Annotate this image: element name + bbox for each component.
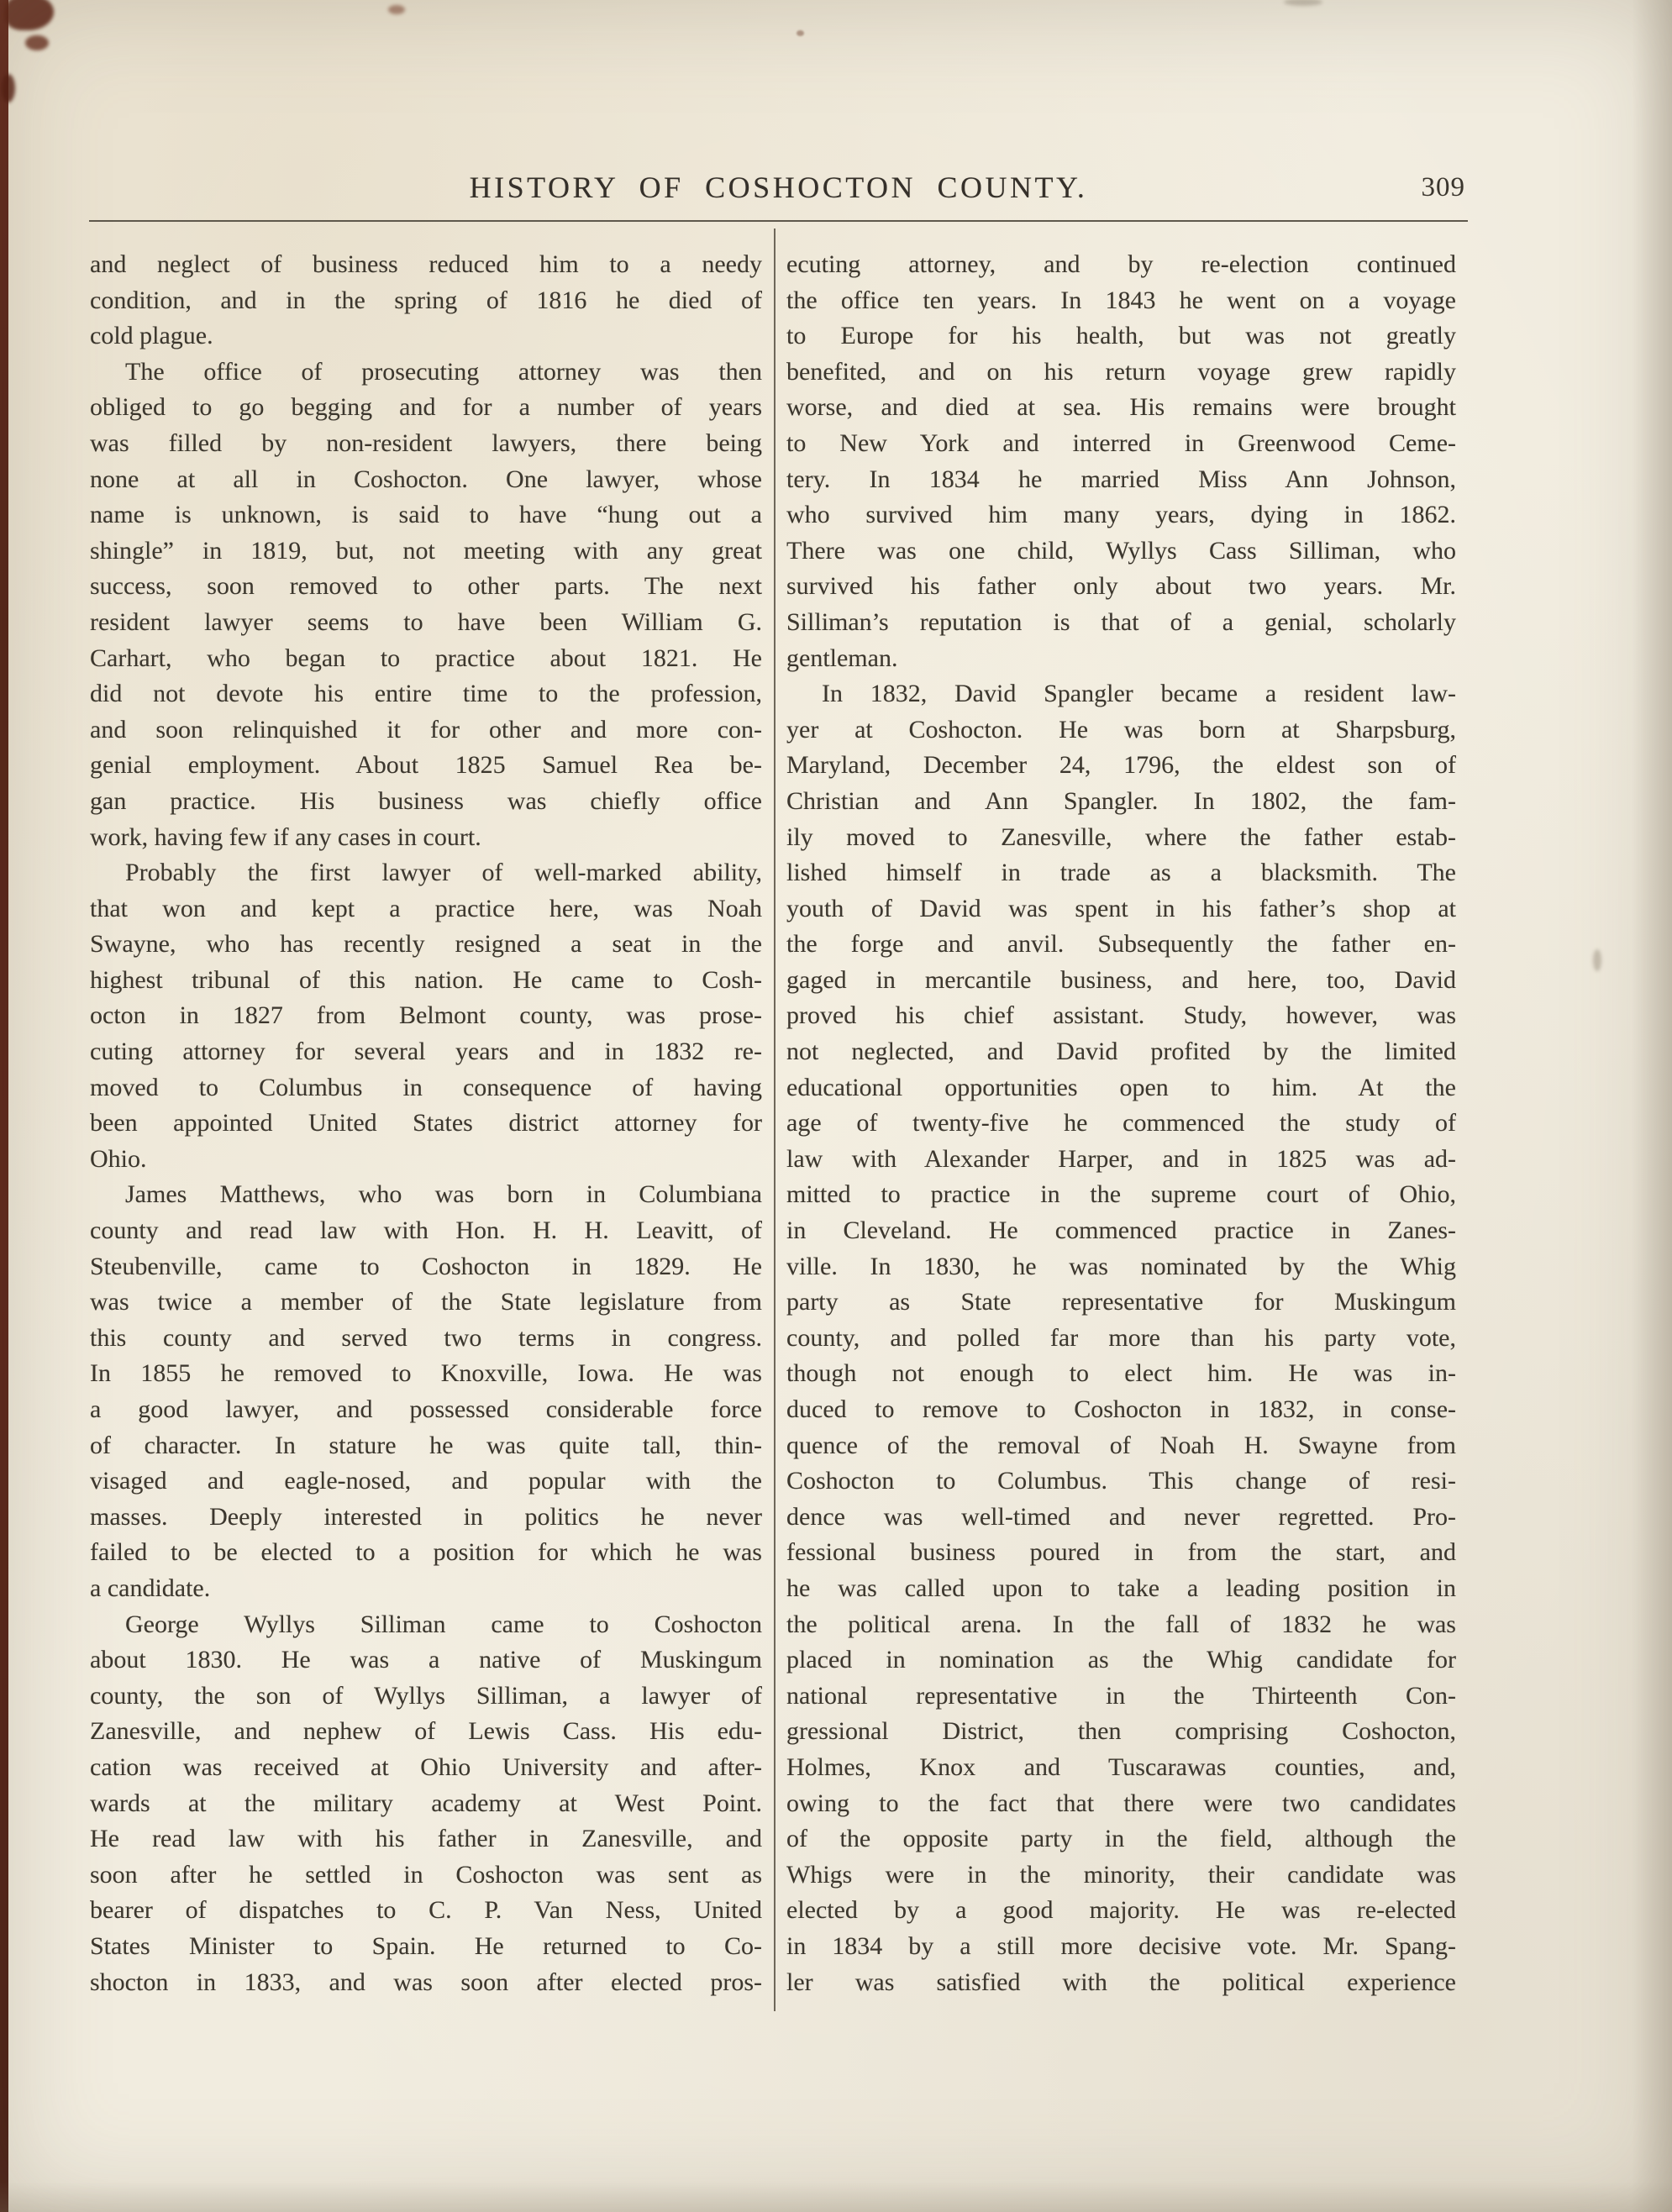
text-line: highest tribunal of this nation. He came to Cosh- bbox=[90, 965, 762, 994]
text-line: party as State representative for Muskingum bbox=[786, 1288, 1456, 1316]
text-line: a candidate. bbox=[90, 1574, 211, 1602]
text-line: ler was satisfied with the political experience bbox=[786, 1968, 1456, 1996]
ink-stain bbox=[1284, 0, 1322, 6]
text-line: to New York and interred in Greenwood Ceme- bbox=[786, 428, 1456, 457]
text-line: about 1830. He was a native of Muskingum bbox=[90, 1646, 762, 1674]
text-line: Zanesville, and nephew of Lewis Cass. His edu- bbox=[90, 1717, 762, 1746]
column-left bbox=[90, 247, 762, 2000]
text-line: the forge and anvil. Subsequently the father en- bbox=[786, 930, 1456, 959]
text-line: work, having few if any cases in court. bbox=[90, 822, 481, 851]
text-line: and neglect of business reduced him to a needy bbox=[90, 250, 762, 278]
text-line: elected by a good majority. He was re-elected bbox=[786, 1896, 1456, 1925]
text-line: county, the son of Wyllys Silliman, a lawyer of bbox=[90, 1681, 762, 1710]
text-line: fessional business poured in from the start, and bbox=[786, 1538, 1456, 1567]
text-line: yer at Coshocton. He was born at Sharpsburg, bbox=[786, 715, 1456, 743]
text-line: owing to the fact that there were two candidates bbox=[786, 1789, 1456, 1817]
text-line: to Europe for his health, but was not greatly bbox=[786, 322, 1456, 350]
text-line: obliged to go begging and for a number of years bbox=[90, 393, 762, 422]
text-line: the political arena. In the fall of 1832 he was bbox=[786, 1610, 1456, 1638]
text-line: national representative in the Thirteenth Con- bbox=[786, 1681, 1456, 1710]
text-line: was twice a member of the State legislature from bbox=[90, 1288, 762, 1316]
text-line: county, and polled far more than his party vote, bbox=[786, 1323, 1456, 1352]
text-line: visaged and eagle-nosed, and popular with the bbox=[90, 1467, 762, 1495]
text-line: Carhart, who began to practice about 1821. He bbox=[90, 644, 762, 672]
column-right bbox=[786, 247, 1456, 2000]
text-line: genial employment. About 1825 Samuel Rea be- bbox=[90, 751, 762, 780]
text-line: educational opportunities open to him. At the bbox=[786, 1073, 1456, 1101]
text-line: soon after he settled in Coshocton was sent as bbox=[90, 1860, 762, 1889]
text-line: moved to Columbus in consequence of having bbox=[90, 1073, 762, 1101]
text-line: gressional District, then comprising Coshocton, bbox=[786, 1717, 1456, 1746]
text-line: The office of prosecuting attorney was then bbox=[125, 357, 762, 386]
text-line: this county and served two terms in congress. bbox=[90, 1323, 762, 1352]
text-line: dence was well-timed and never regretted. Pro- bbox=[786, 1502, 1456, 1531]
text-line: He read law with his father in Zanesville, and bbox=[90, 1825, 762, 1853]
text-line: the office ten years. In 1843 he went on a voyage bbox=[786, 286, 1456, 314]
text-line: that won and kept a practice here, was Noah bbox=[90, 894, 762, 922]
text-line: Christian and Ann Spangler. In 1802, the fam- bbox=[786, 786, 1456, 815]
text-line: name is unknown, is said to have “hung out a bbox=[90, 501, 762, 529]
text-line: States Minister to Spain. He returned to Co- bbox=[90, 1931, 762, 1960]
text-line: not neglected, and David profited by the limited bbox=[786, 1038, 1456, 1066]
text-line: Probably the first lawyer of well-marked ability, bbox=[125, 859, 762, 887]
text-line: There was one child, Wyllys Cass Silliman, who bbox=[786, 536, 1456, 565]
text-line: in Cleveland. He commenced practice in Zanes- bbox=[786, 1216, 1456, 1245]
text-line: tery. In 1834 he married Miss Ann Johnson, bbox=[786, 465, 1456, 493]
text-line: Ohio. bbox=[90, 1144, 147, 1173]
text-line: success, soon removed to other parts. The next bbox=[90, 572, 762, 601]
text-line: quence of the removal of Noah H. Swayne from bbox=[786, 1431, 1456, 1459]
text-line: county and read law with Hon. H. H. Leavitt, of bbox=[90, 1216, 762, 1245]
page-number: 309 bbox=[1421, 172, 1465, 202]
text-line: of character. In stature he was quite tall, thin- bbox=[90, 1431, 762, 1459]
text-line: youth of David was spent in his father’s shop at bbox=[786, 894, 1456, 922]
text-line: who survived him many years, dying in 1862. bbox=[786, 501, 1456, 529]
text-line: proved his chief assistant. Study, however, was bbox=[786, 1001, 1456, 1030]
text-line: placed in nomination as the Whig candidate for bbox=[786, 1646, 1456, 1674]
text-line: Silliman’s reputation is that of a genial, scholarly bbox=[786, 607, 1456, 636]
page-edge-shadow bbox=[0, 2182, 1672, 2212]
column-divider bbox=[774, 229, 776, 2011]
text-line: lished himself in trade as a blacksmith. The bbox=[786, 859, 1456, 887]
text-line: gan practice. His business was chiefly office bbox=[90, 786, 762, 815]
text-line: wards at the military academy at West Point. bbox=[90, 1789, 762, 1817]
text-line: cold plague. bbox=[90, 322, 213, 350]
text-line: Coshocton to Columbus. This change of resi- bbox=[786, 1467, 1456, 1495]
text-line: cation was received at Ohio University and after- bbox=[90, 1752, 762, 1781]
text-line: failed to be elected to a position for which he was bbox=[90, 1538, 762, 1567]
text-line: ecuting attorney, and by re-election continued bbox=[786, 250, 1456, 278]
text-line: bearer of dispatches to C. P. Van Ness, United bbox=[90, 1896, 762, 1925]
text-line: condition, and in the spring of 1816 he died of bbox=[90, 286, 762, 314]
text-line: Whigs were in the minority, their candidate was bbox=[786, 1860, 1456, 1889]
ink-stain bbox=[5, 0, 54, 30]
text-line: did not devote his entire time to the profession, bbox=[90, 680, 762, 708]
text-line: gentleman. bbox=[786, 644, 898, 672]
text-line: benefited, and on his return voyage grew rapidly bbox=[786, 357, 1456, 386]
text-line: law with Alexander Harper, and in 1825 was ad- bbox=[786, 1144, 1456, 1173]
text-line: a good lawyer, and possessed considerable force bbox=[90, 1395, 762, 1423]
text-line: Swayne, who has recently resigned a seat in the bbox=[90, 930, 762, 959]
text-line: resident lawyer seems to have been William G. bbox=[90, 607, 762, 636]
text-line: octon in 1827 from Belmont county, was prose- bbox=[90, 1001, 762, 1030]
text-line: masses. Deeply interested in politics he never bbox=[90, 1502, 762, 1531]
text-line: though not enough to elect him. He was in- bbox=[786, 1359, 1456, 1388]
ink-stain bbox=[388, 5, 405, 14]
ink-stain bbox=[25, 35, 49, 50]
text-line: worse, and died at sea. His remains were brought bbox=[786, 393, 1456, 422]
page-header bbox=[88, 170, 1469, 210]
text-line: shingle” in 1819, but, not meeting with any great bbox=[90, 536, 762, 565]
text-line: ily moved to Zanesville, where the father estab- bbox=[786, 822, 1456, 851]
text-line: George Wyllys Silliman came to Coshocton bbox=[125, 1610, 762, 1638]
ink-stain bbox=[797, 30, 804, 36]
text-line: Holmes, Knox and Tuscarawas counties, and, bbox=[786, 1752, 1456, 1781]
text-line: and soon relinquished it for other and more con- bbox=[90, 715, 762, 743]
book-binding-edge bbox=[0, 0, 8, 2212]
text-line: duced to remove to Coshocton in 1832, in conse- bbox=[786, 1395, 1456, 1423]
text-line: he was called upon to take a leading position in bbox=[786, 1574, 1456, 1602]
text-line: mitted to practice in the supreme court of Ohio, bbox=[786, 1180, 1456, 1209]
text-line: Steubenville, came to Coshocton in 1829. He bbox=[90, 1252, 762, 1280]
text-line: survived his father only about two years. Mr. bbox=[786, 572, 1456, 601]
text-line: age of twenty-five he commenced the study of bbox=[786, 1109, 1456, 1138]
text-line: Maryland, December 24, 1796, the eldest son of bbox=[786, 751, 1456, 780]
text-line: ville. In 1830, he was nominated by the Whig bbox=[786, 1252, 1456, 1280]
text-line: of the opposite party in the field, although the bbox=[786, 1825, 1456, 1853]
text-line: was filled by non-resident lawyers, there being bbox=[90, 428, 762, 457]
text-line: cuting attorney for several years and in 1832 re- bbox=[90, 1038, 762, 1066]
text-line: gaged in mercantile business, and here, too, David bbox=[786, 965, 1456, 994]
page-header-title: HISTORY OF COSHOCTON COUNTY. bbox=[469, 171, 1088, 204]
text-line: none at all in Coshocton. One lawyer, whose bbox=[90, 465, 762, 493]
header-rule bbox=[89, 220, 1468, 222]
text-line: been appointed United States district attorney for bbox=[90, 1109, 762, 1138]
ink-stain bbox=[1593, 949, 1601, 971]
text-line: In 1855 he removed to Knoxville, Iowa. He was bbox=[90, 1359, 762, 1388]
page-edge-shadow bbox=[1632, 0, 1672, 2212]
text-line: in 1834 by a still more decisive vote. Mr. Spang- bbox=[786, 1931, 1456, 1960]
text-line: In 1832, David Spangler became a resident law- bbox=[822, 680, 1456, 708]
text-line: James Matthews, who was born in Columbiana bbox=[125, 1180, 762, 1209]
text-line: shocton in 1833, and was soon after elected pros- bbox=[90, 1968, 762, 1996]
